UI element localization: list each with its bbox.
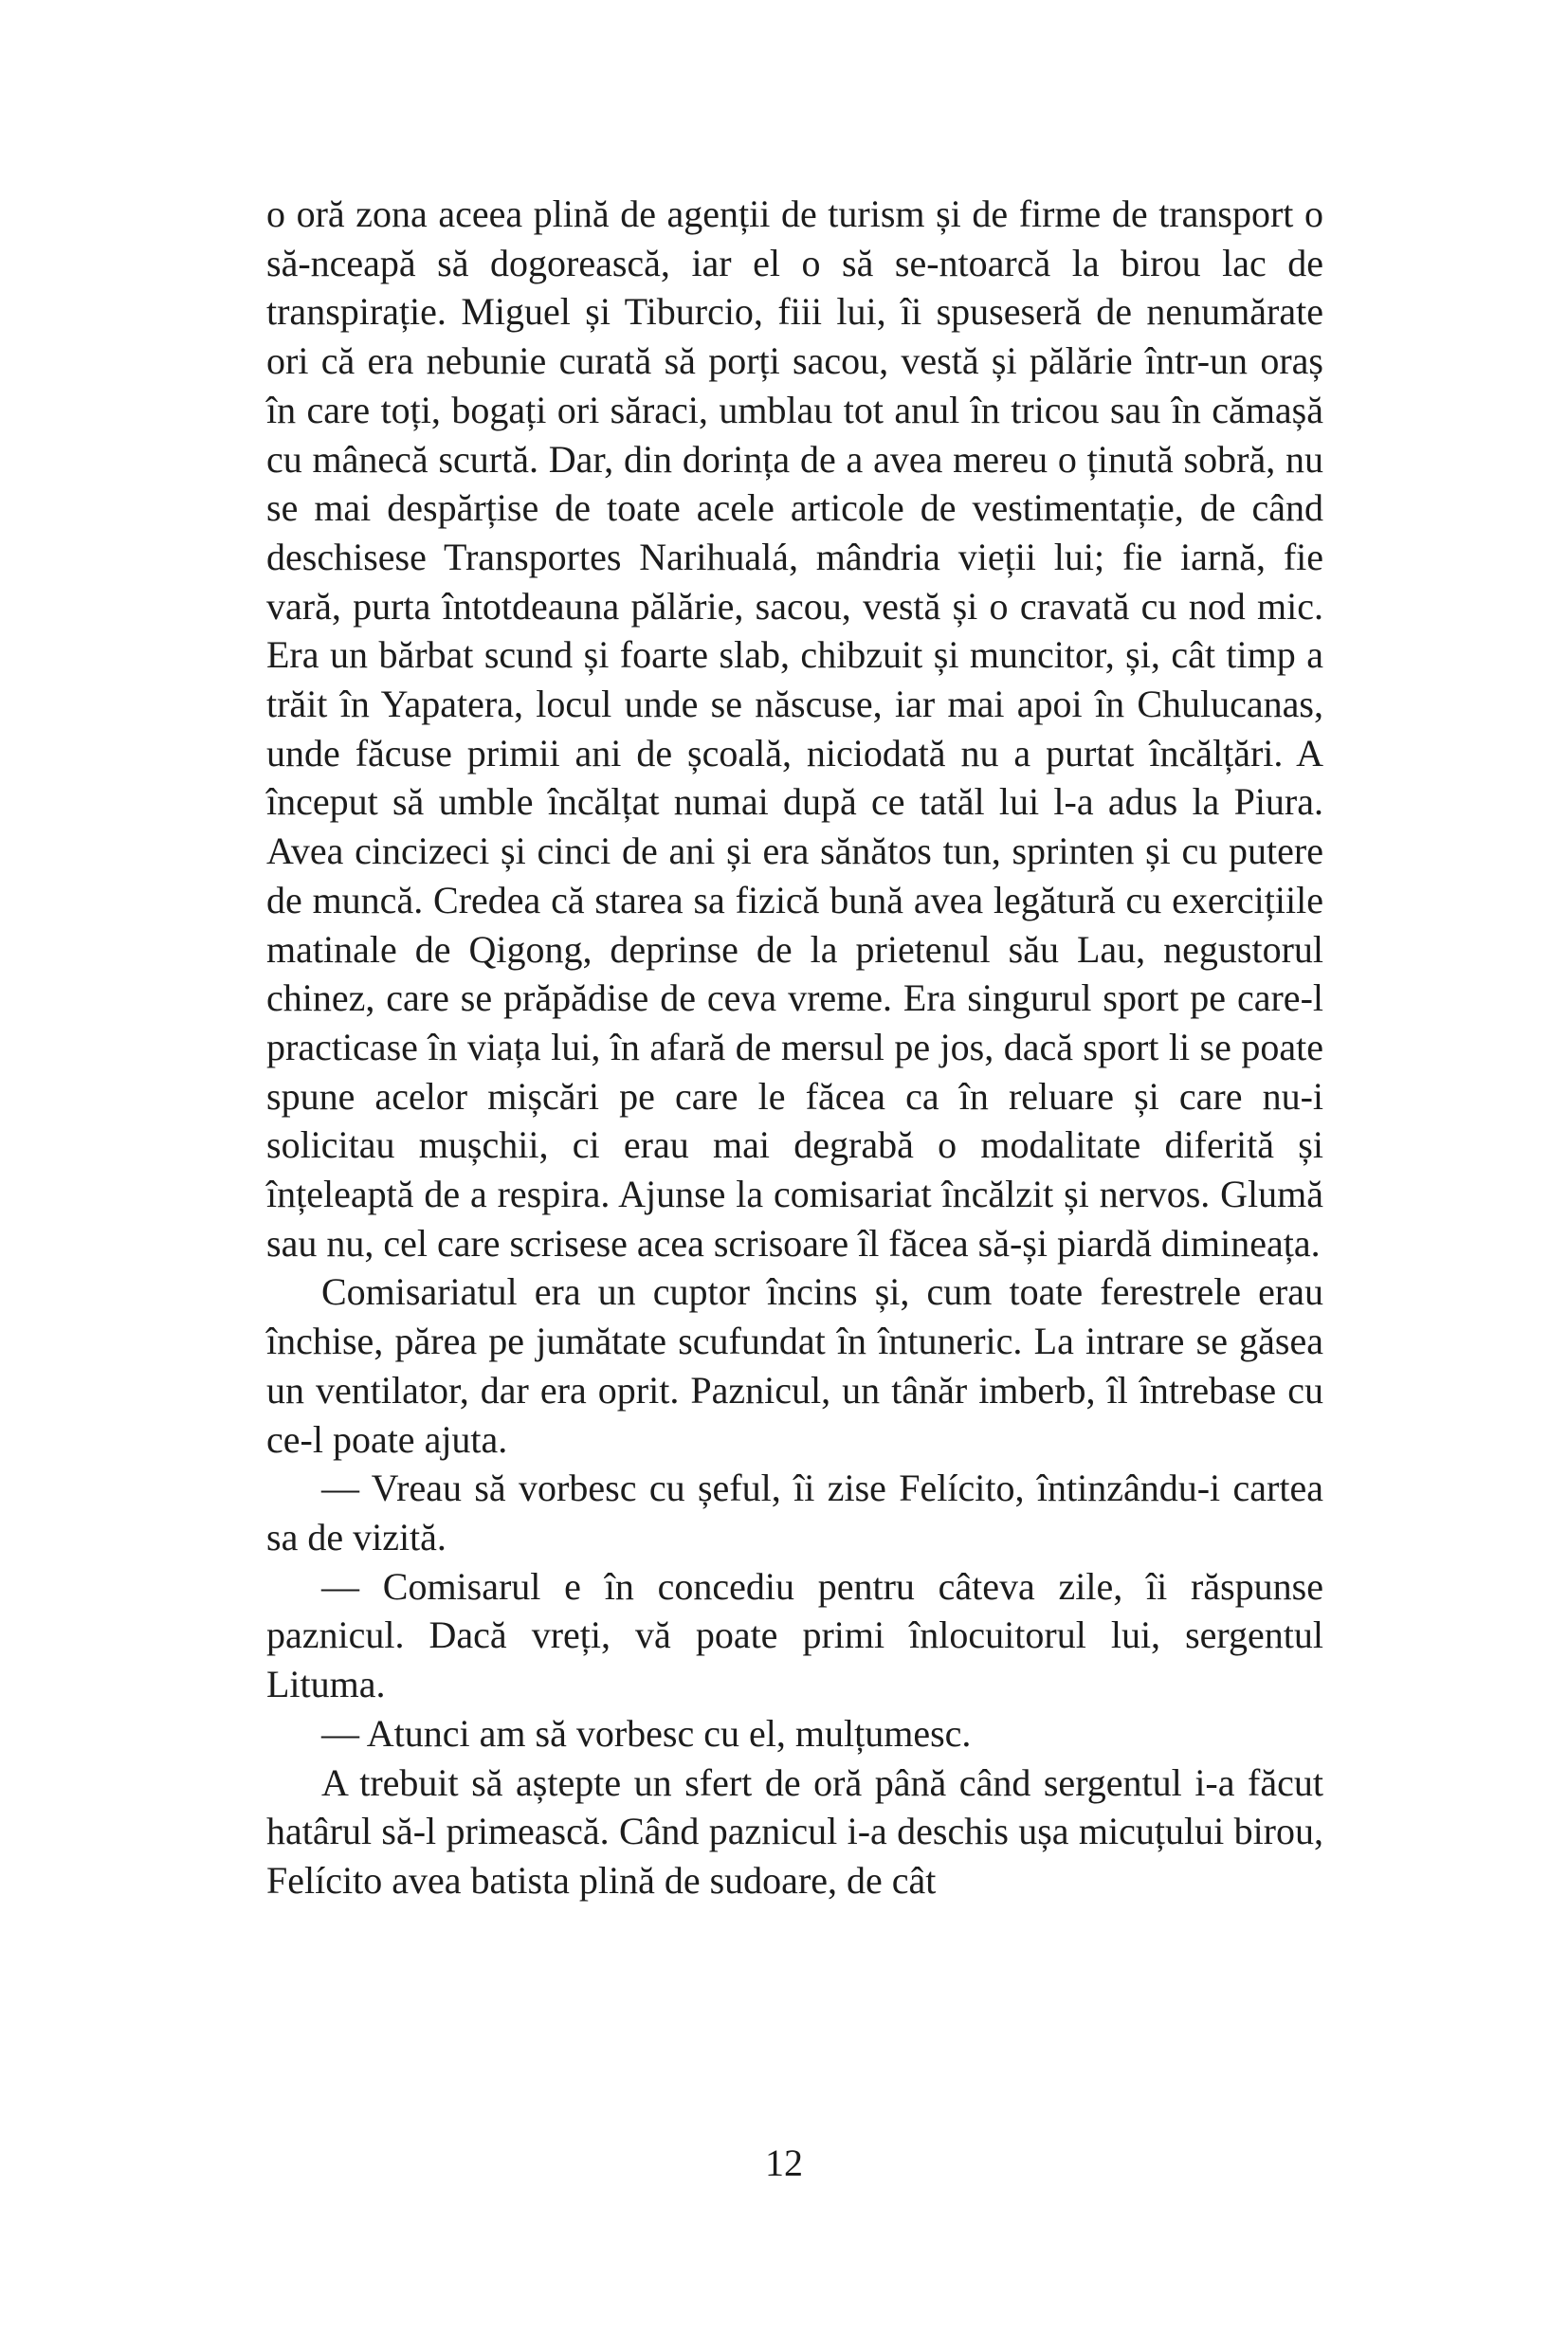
paragraph-waiting: A trebuit să aștepte un sfert de oră până când sergentul i-a făcut hatârul să-l primească. Când paznicul i-a deschis ușa micuțului birou, Felícito avea batista plină de sudoare, de cât xyxy=(266,1760,1323,1902)
paragraph-commissariat: Comisariatul era un cuptor încins și, cum toate ferestrele erau închise, părea pe jumătate scufundat în întuneric. La intrare se găsea un ventilator, dar era oprit. Paznicul, un tânăr imberb, îl întrebase cu ce-l poate ajuta. xyxy=(266,1270,1323,1461)
paragraph-continued: o oră zona aceea plină de agenții de turism și de firme de transport o să-nceapă să dogorească, iar el o să se-ntoarcă la birou lac de transpirație. Miguel și Tiburcio, fiii lui, îi spuseseră de nenumărate ori că era nebunie curată să porți sacou, vestă și pălărie într-un oraș în care toți, bogați ori săraci, umblau tot anul în tricou sau în cămașă cu mânecă scurtă. Dar, din dorința de a avea mereu o ținută sobră, nu se mai despărțise de toate acele articole de vestimentație, de când deschisese Transportes Narihualá, mândria vieții lui; fie iarnă, fie vară, purta întotdeauna pălărie, sacou, vestă și o cravată cu nod mic. Era un bărbat scund și foarte slab, chibzuit și muncitor, și, cât timp a trăit în Yapatera, locul unde se născuse, iar mai apoi în Chulucanas, unde făcuse primii ani de școală, niciodată nu a purtat încălțări. A început să umble încălțat numai după ce tatăl lui l-a adus la Piura. Avea cincizeci și cinci de ani și era sănătos tun, sprinten și cu putere de muncă. Credea că starea sa fizică bună avea legătură cu exercițiile matinale de Qigong, deprinse de la prietenul său Lau, negustorul chinez, care se prăpădise de ceva vreme. Era singurul sport pe care-l practicase în viața lui, în afară de mersul pe jos, dacă sport li se poate spune acelor mișcări pe care le făcea ca în reluare și care nu-i solicitau mușchii, ci erau mai degrabă o modalitate diferită și înțeleaptă de a respira. Ajunse la comisariat încălzit și nervos. Glumă sau nu, cel care scrisese acea scrisoare îl făcea să-și piardă dimineața. xyxy=(266,192,1323,1265)
page-number: 12 xyxy=(765,2141,803,2184)
dialogue-line: — Atunci am să vorbesc cu el, mulțumesc. xyxy=(321,1711,972,1755)
dialogue-line: — Vreau să vorbesc cu șeful, îi zise Felícito, întinzându-i cartea sa de vizită. xyxy=(266,1467,1323,1558)
dialogue-line: — Comisarul e în concediu pentru câteva zile, îi răspunse paznicul. Dacă vreți, vă poate primi înlocuitorul lui, sergentul Lituma. xyxy=(266,1564,1323,1706)
body-text xyxy=(266,190,1323,1905)
